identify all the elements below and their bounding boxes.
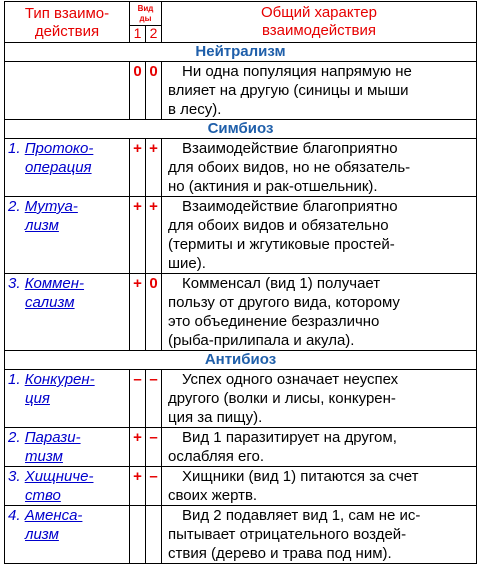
interaction-number: 1. xyxy=(8,140,21,157)
table-row xyxy=(5,370,477,428)
description-line: Взаимодействие благоприятно xyxy=(182,198,398,215)
description-line: ослабляя его. xyxy=(168,448,265,465)
interaction-name-cell xyxy=(5,370,130,428)
header-type-of-interaction xyxy=(5,2,130,43)
species-2-effect: 0 xyxy=(146,62,162,120)
table-row xyxy=(5,274,477,351)
species-1-effect: + xyxy=(130,197,146,274)
description-line: ствия (дерево и трава под ним). xyxy=(168,545,392,562)
description-line: в лесу). xyxy=(168,101,222,118)
description-line: Вид 2 подавляет вид 1, сам не ис- xyxy=(182,507,421,524)
interaction-name-link[interactable]: лизм xyxy=(25,217,59,234)
description-line: Ни одна популяция напрямую не xyxy=(182,63,412,80)
species-2-effect: 0 xyxy=(146,274,162,351)
section-row xyxy=(5,120,477,139)
interaction-name-cell xyxy=(5,62,130,120)
description-line: своих жертв. xyxy=(168,487,258,504)
species-2-effect: + xyxy=(146,197,162,274)
header-type-line2: действия xyxy=(34,22,100,40)
description-line: но (актиния и рак-отшельник). xyxy=(168,178,378,195)
header-row xyxy=(5,2,477,26)
header-species-2: 2 xyxy=(146,26,162,43)
description-line: для обоих видов и обязательно xyxy=(168,217,389,234)
table-row xyxy=(5,62,477,120)
header-char-line2: взаимодействия xyxy=(261,22,377,39)
header-species xyxy=(130,2,162,26)
interaction-types-table xyxy=(4,1,477,564)
species-2-effect: + xyxy=(146,139,162,197)
description-line: другого (волки и лисы, конкурен- xyxy=(168,390,396,407)
species-1-effect: + xyxy=(130,274,146,351)
interaction-name-cell xyxy=(5,274,130,351)
interaction-name-link[interactable]: лизм xyxy=(25,526,59,543)
section-row xyxy=(5,351,477,370)
species-1-effect xyxy=(130,506,146,564)
interaction-number: 2. xyxy=(8,429,21,446)
interaction-number: 2. xyxy=(8,198,21,215)
description-line: пользу от другого вида, которому xyxy=(168,294,400,311)
header-char-line1: Общий характер xyxy=(260,4,377,21)
section-title: Симбиоз xyxy=(5,120,477,139)
table-row xyxy=(5,506,477,564)
table-row xyxy=(5,467,477,506)
species-1-effect: 0 xyxy=(130,62,146,120)
species-1-effect: + xyxy=(130,467,146,506)
interaction-description xyxy=(162,370,477,428)
description-line: это объединение безразлично xyxy=(168,313,380,330)
description-line: пытывает отрицательного воздей- xyxy=(168,526,407,543)
description-line: Взаимодействие благоприятно xyxy=(182,140,398,157)
header-general-character xyxy=(162,2,477,43)
species-2-effect: – xyxy=(146,428,162,467)
interaction-name-link[interactable]: Хищниче- xyxy=(24,468,94,485)
interaction-name-link[interactable]: Мутуа- xyxy=(24,198,78,215)
interaction-description xyxy=(162,428,477,467)
interaction-description xyxy=(162,506,477,564)
section-title: Нейтрализм xyxy=(5,43,477,62)
description-line: Успех одного означает неуспех xyxy=(182,371,399,388)
description-line: ция за пищу). xyxy=(168,409,263,426)
interaction-name-cell xyxy=(5,428,130,467)
table-row xyxy=(5,428,477,467)
interaction-name-link[interactable]: тизм xyxy=(25,448,63,465)
description-line: (рыба-прилипала и акула). xyxy=(168,332,355,349)
interaction-name-cell xyxy=(5,467,130,506)
species-2-effect: – xyxy=(146,467,162,506)
interaction-name-cell xyxy=(5,197,130,274)
interaction-description xyxy=(162,139,477,197)
header-type-line1: Тип взаимо- xyxy=(24,4,110,22)
interaction-number: 3. xyxy=(8,275,21,292)
interaction-name-link[interactable]: сализм xyxy=(25,294,75,311)
description-line: Хищники (вид 1) питаются за счет xyxy=(182,468,419,485)
header-species-1: 1 xyxy=(130,26,146,43)
description-line: Комменсал (вид 1) получает xyxy=(182,275,381,292)
description-line: (термиты и жгутиковые простей- xyxy=(168,236,395,253)
species-1-effect: – xyxy=(130,370,146,428)
interaction-name-link[interactable]: Конкурен- xyxy=(24,371,95,388)
interaction-name-link[interactable]: Парази- xyxy=(24,429,81,446)
table-row xyxy=(5,139,477,197)
interaction-description xyxy=(162,197,477,274)
description-line: для обоих видов, но не обязатель- xyxy=(168,159,411,176)
interaction-number: 1. xyxy=(8,371,21,388)
description-line: влияет на другую (синицы и мыши xyxy=(168,82,409,99)
header-species-label: Вид xyxy=(137,4,154,13)
interaction-name-link[interactable]: Аменса- xyxy=(24,507,83,524)
interaction-name-cell xyxy=(5,506,130,564)
description-line: Вид 1 паразитирует на другом, xyxy=(182,429,397,446)
species-2-effect: – xyxy=(146,370,162,428)
description-line: шие). xyxy=(168,255,206,272)
species-1-effect: + xyxy=(130,139,146,197)
section-row xyxy=(5,43,477,62)
header-species-sub: ды xyxy=(139,14,152,23)
section-title: Антибиоз xyxy=(5,351,477,370)
interaction-name-link[interactable]: ство xyxy=(25,487,61,504)
species-1-effect: + xyxy=(130,428,146,467)
interaction-description xyxy=(162,274,477,351)
species-2-effect xyxy=(146,506,162,564)
interaction-name-link[interactable]: Коммен- xyxy=(24,275,85,292)
interaction-name-cell xyxy=(5,139,130,197)
interaction-number: 3. xyxy=(8,468,21,485)
interaction-description xyxy=(162,62,477,120)
interaction-name-link[interactable]: операция xyxy=(25,159,92,176)
interaction-number: 4. xyxy=(8,507,21,524)
interaction-description xyxy=(162,467,477,506)
table-row xyxy=(5,197,477,274)
interaction-name-link[interactable]: Протоко- xyxy=(24,140,94,157)
interaction-name-link[interactable]: ция xyxy=(25,390,50,407)
